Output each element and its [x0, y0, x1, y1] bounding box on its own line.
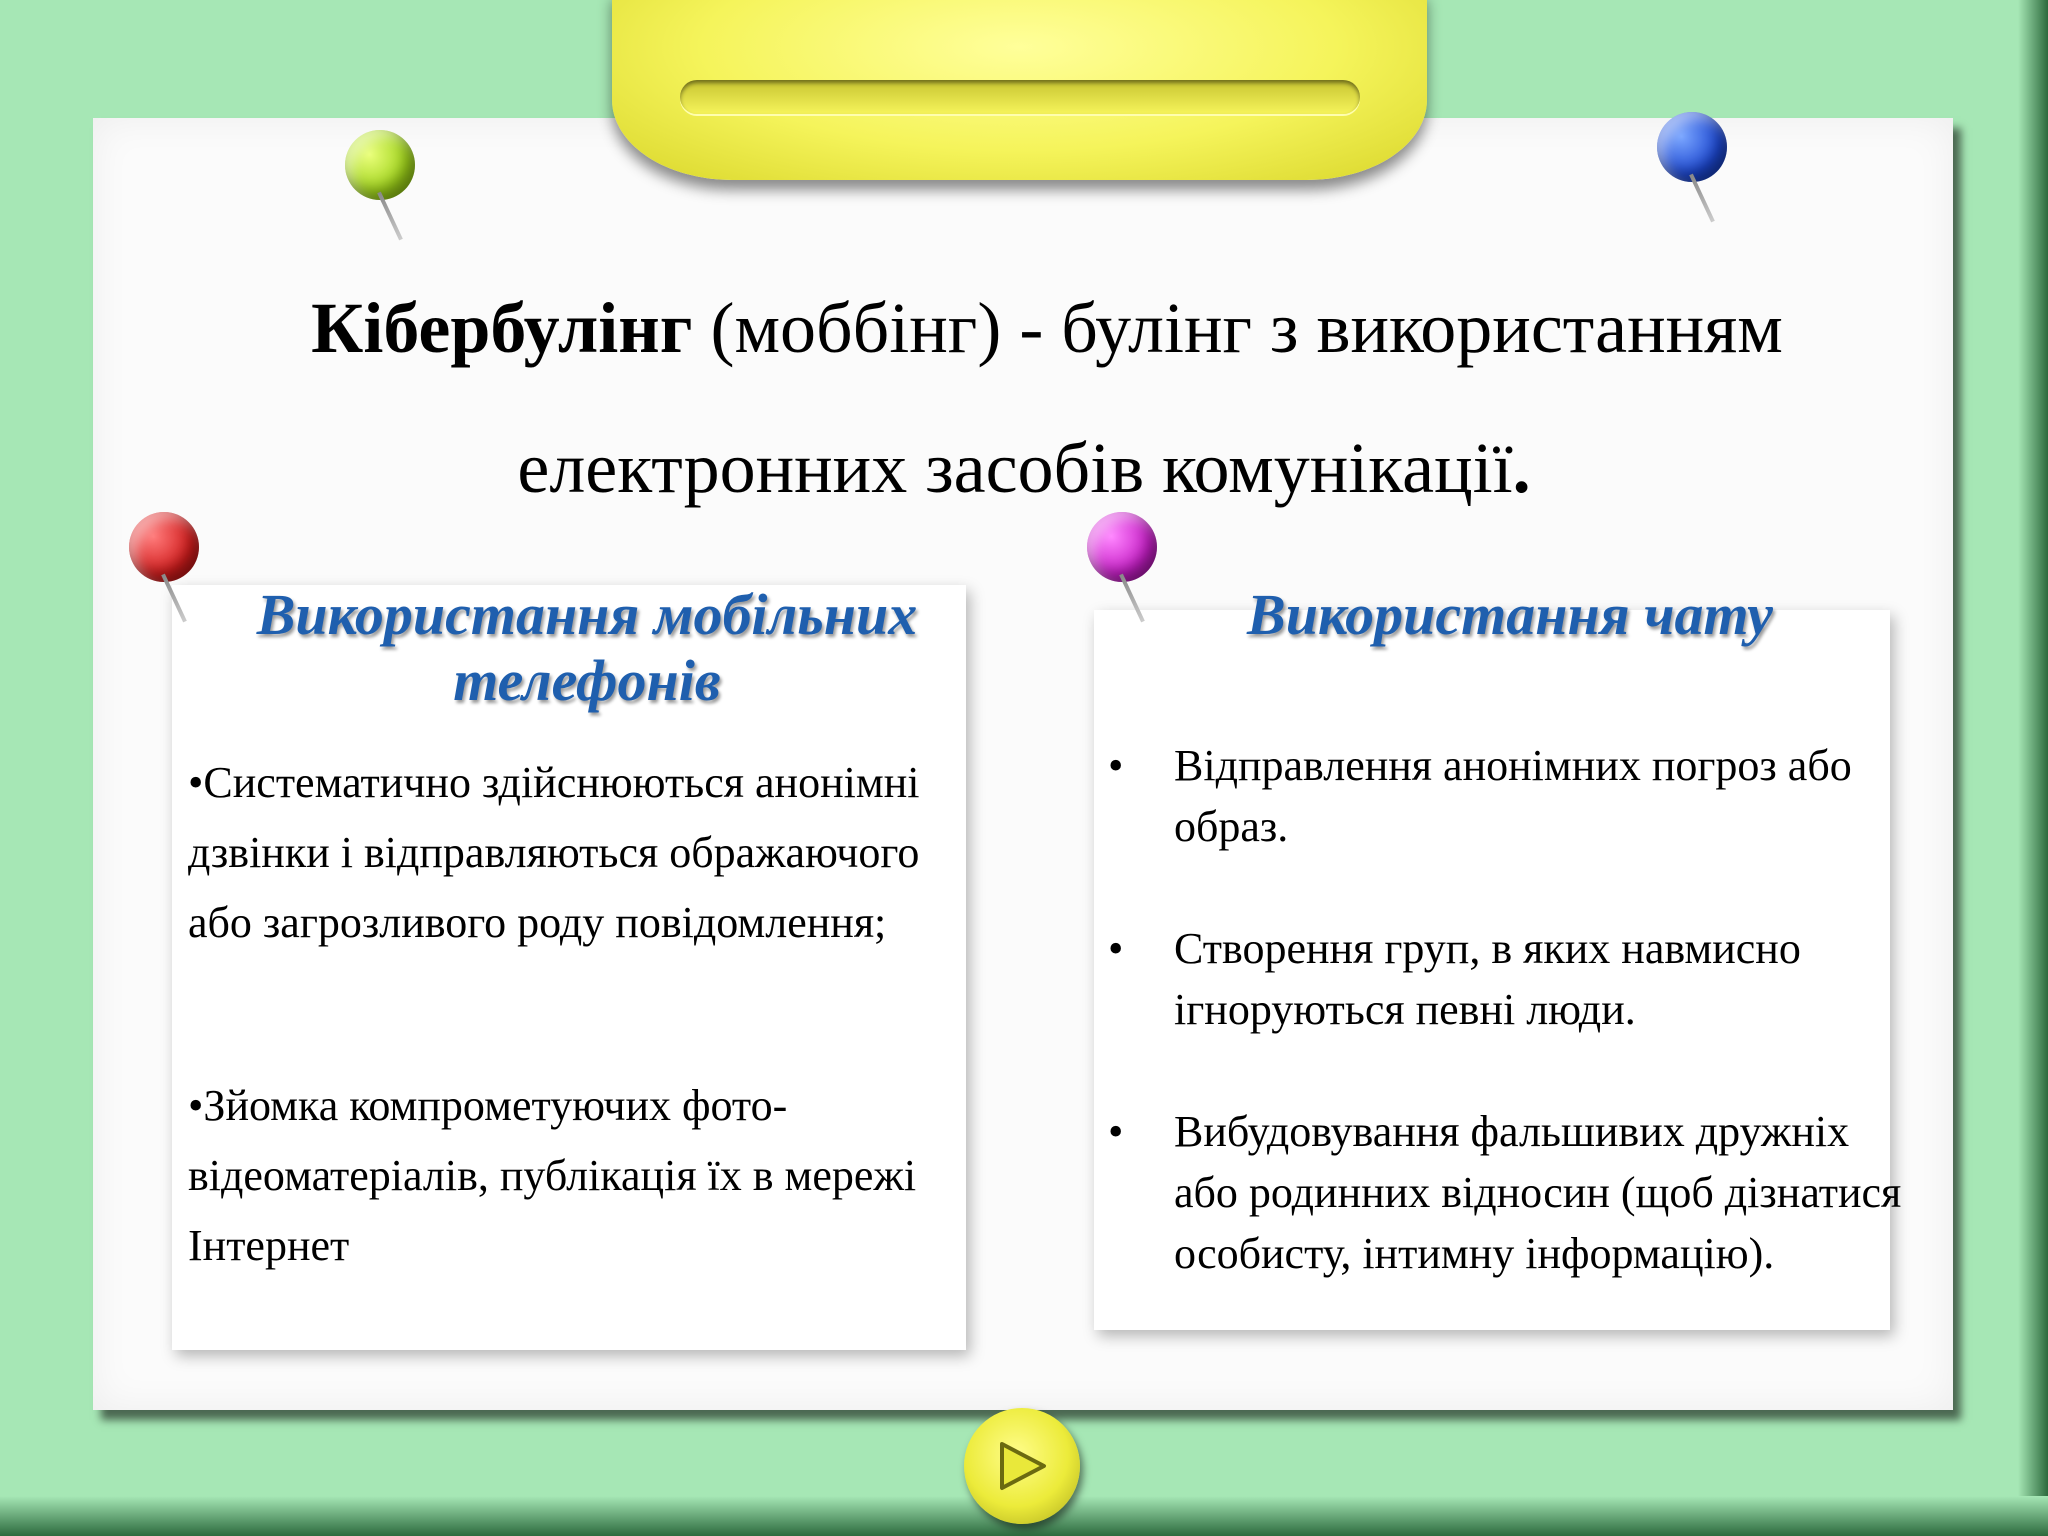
list-item-text: Створення груп, в яких навмисно ігноруються певні люди.	[1174, 924, 1801, 1034]
list-item	[1100, 735, 1920, 857]
bullet-dot: •	[1108, 1107, 1124, 1156]
list-item	[1100, 1101, 1920, 1284]
left-heading-line2: телефонів	[453, 648, 721, 713]
left-column-heading	[172, 582, 1002, 714]
left-item-compromising-media: •Зйомка компрометуючих фото-відеоматеріалів, публікація їх в мережі Інтернет	[188, 1081, 917, 1270]
green-pushpin-icon	[340, 130, 430, 240]
left-heading-line1: Використання мобільних	[256, 582, 918, 647]
left-item-anonymous-calls: •Систематично здійснюються анонімні дзвінки і відправляються ображаючого або загрозливого роду повідомлення;	[188, 758, 920, 947]
title-period: .	[1512, 428, 1531, 508]
next-slide-button[interactable]	[964, 1408, 1080, 1524]
list-item	[1100, 918, 1920, 1040]
list-item-text: Відправлення анонімних погроз або образ.	[1174, 741, 1852, 851]
right-column-heading: Використання чату	[1247, 582, 1773, 647]
bullet-dot: •	[1108, 924, 1124, 973]
frame-shadow-right	[2018, 0, 2048, 1536]
chat-bullet-list	[1100, 735, 1920, 1284]
bullet-dot: •	[1108, 741, 1124, 790]
blue-pushpin-icon	[1652, 112, 1742, 222]
title-definition-part2: електронних засобів комунікації	[517, 428, 1513, 508]
title-line-2	[0, 428, 2048, 508]
tape-groove	[680, 80, 1360, 114]
title-definition-part1: (моббінг) - булінг з використанням	[692, 288, 1783, 368]
title-term: Кібербулінг	[311, 288, 693, 368]
play-arrow-icon	[994, 1438, 1050, 1494]
list-item-text: Вибудовування фальшивих дружніх або родинних відносин (щоб дізнатися особисту, інтимну інформацію).	[1174, 1107, 1902, 1278]
title-line-1	[0, 288, 2048, 368]
